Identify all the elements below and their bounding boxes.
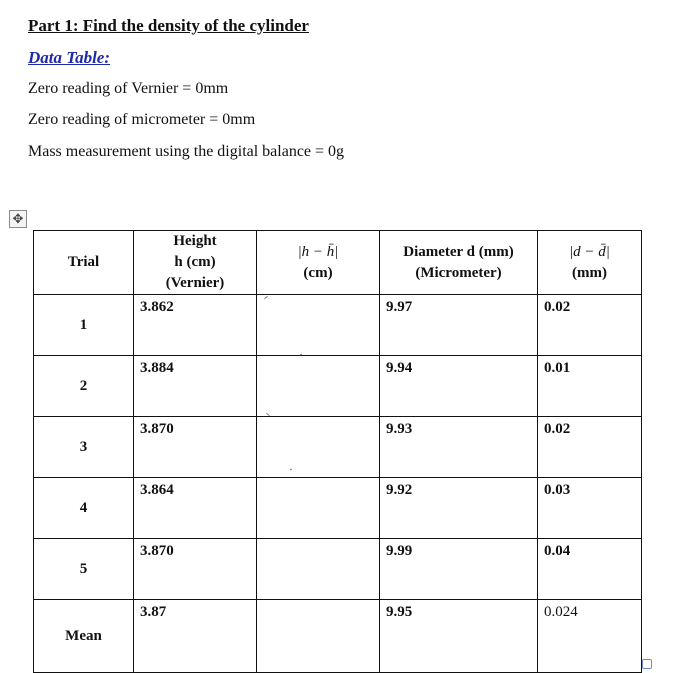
mean-height-deviation-cell[interactable] [257, 600, 380, 673]
diameter-cell[interactable]: 9.99 [380, 539, 538, 600]
height-deviation-cell[interactable] [257, 539, 380, 600]
trial-cell [34, 356, 134, 417]
trial-cell [34, 539, 134, 600]
header-dev-d-line1: |d − d̄| [569, 243, 610, 260]
diameter-deviation-cell[interactable]: 0.02 [538, 417, 642, 478]
diameter-cell[interactable]: 9.97 [380, 295, 538, 356]
diameter-cell[interactable]: 9.92 [380, 478, 538, 539]
table-move-handle-icon[interactable]: ✥ [9, 210, 27, 228]
header-dev-h-line2: (cm) [303, 264, 333, 281]
height-cell[interactable]: 3.870 [134, 417, 257, 478]
diameter-cell[interactable]: 9.93 [380, 417, 538, 478]
height-deviation-cell[interactable] [257, 295, 380, 356]
header-dev-d-line2: (mm) [572, 264, 607, 281]
zero-reading-micrometer: Zero reading of micrometer = 0mm [28, 111, 256, 128]
height-cell[interactable]: 3.862 [134, 295, 257, 356]
trial-number: 4 [79, 499, 88, 516]
header-diameter-deviation [538, 231, 642, 295]
trial-number: 3 [79, 438, 88, 455]
table-row [34, 539, 642, 600]
header-trial-label: Trial [67, 254, 100, 270]
height-deviation-cell[interactable] [257, 417, 380, 478]
diameter-deviation-cell[interactable]: 0.01 [538, 356, 642, 417]
mean-label-cell [34, 600, 134, 673]
header-height-line3: (Vernier) [165, 275, 225, 291]
data-table-title: Data Table: [28, 48, 111, 67]
trial-number: 1 [79, 316, 88, 333]
header-height-deviation [257, 231, 380, 295]
trial-number: 2 [79, 377, 88, 394]
diameter-deviation-cell[interactable]: 0.02 [538, 295, 642, 356]
mean-label: Mean [65, 627, 102, 644]
header-height-line2: h (cm) [174, 254, 216, 270]
table-header-row [34, 231, 642, 295]
height-deviation-cell[interactable] [257, 478, 380, 539]
table-row [34, 295, 642, 356]
trial-number: 5 [79, 560, 88, 577]
header-height-line1: Height [173, 233, 217, 249]
diameter-deviation-cell[interactable]: 0.03 [538, 478, 642, 539]
mean-height-cell[interactable]: 3.87 [134, 600, 257, 673]
data-table [33, 230, 642, 673]
diameter-deviation-cell[interactable]: 0.04 [538, 539, 642, 600]
table-row [34, 478, 642, 539]
trial-cell [34, 478, 134, 539]
table-row [34, 356, 642, 417]
mean-diameter-deviation-cell[interactable]: 0.024 [538, 600, 642, 673]
header-dev-h-line1: |h − h̄| [297, 243, 339, 260]
table-row [34, 417, 642, 478]
header-diameter [380, 231, 538, 295]
height-cell[interactable]: 3.864 [134, 478, 257, 539]
table-resize-handle[interactable] [642, 659, 652, 669]
mean-row [34, 600, 642, 673]
zero-reading-vernier: Zero reading of Vernier = 0mm [28, 80, 229, 97]
header-height [134, 231, 257, 295]
diameter-cell[interactable]: 9.94 [380, 356, 538, 417]
header-diameter-line1: Diameter d (mm) [403, 243, 514, 260]
section-heading: Part 1: Find the density of the cylinder [28, 16, 309, 35]
height-cell[interactable]: 3.870 [134, 539, 257, 600]
trial-cell [34, 295, 134, 356]
height-cell[interactable]: 3.884 [134, 356, 257, 417]
header-diameter-line2: (Micrometer) [415, 264, 502, 281]
mean-diameter-cell[interactable]: 9.95 [380, 600, 538, 673]
height-deviation-cell[interactable] [257, 356, 380, 417]
mass-measurement: Mass measurement using the digital balance = 0g [28, 143, 345, 160]
header-trial [34, 231, 134, 295]
trial-cell [34, 417, 134, 478]
